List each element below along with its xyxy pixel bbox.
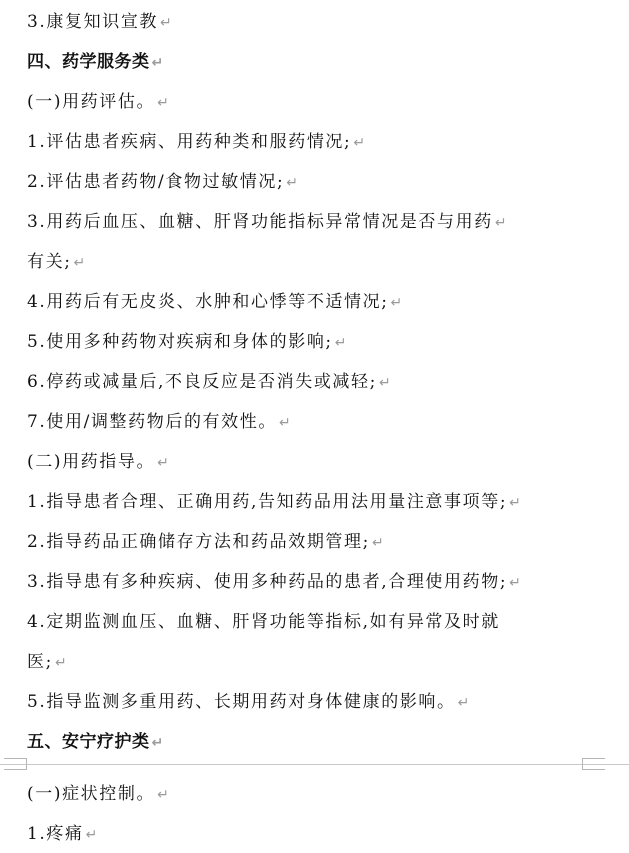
paragraph-mark-icon: ↵ bbox=[54, 655, 67, 671]
list-item: 6.停药或减量后,不良反应是否消失或减轻; ↵ bbox=[27, 372, 391, 392]
list-item: 7.使用/调整药物后的有效性。 ↵ bbox=[27, 412, 291, 432]
list-item: 3.康复知识宣教 ↵ bbox=[27, 12, 172, 32]
paragraph-mark-icon: ↵ bbox=[151, 55, 164, 71]
list-item-continuation: 医; ↵ bbox=[27, 652, 67, 672]
paragraph-mark-icon: ↵ bbox=[160, 15, 172, 31]
list-item: 2.指导药品正确储存方法和药品效期管理; ↵ bbox=[27, 532, 384, 552]
section-heading: 五、安宁疗护类 ↵ bbox=[27, 732, 164, 752]
subsection-heading: (一)用药评估。 ↵ bbox=[27, 92, 169, 112]
page-corner-right-icon bbox=[582, 758, 605, 770]
paragraph-mark-icon: ↵ bbox=[378, 375, 391, 391]
paragraph-mark-icon: ↵ bbox=[353, 135, 366, 151]
subsection-heading: (一)症状控制。 ↵ bbox=[27, 784, 169, 804]
paragraph-mark-icon: ↵ bbox=[390, 295, 403, 311]
list-item: 4.用药后有无皮炎、水肿和心悸等不适情况; ↵ bbox=[27, 292, 403, 312]
paragraph-mark-icon: ↵ bbox=[334, 335, 347, 351]
page-corner-left-icon bbox=[4, 758, 27, 770]
paragraph-mark-icon: ↵ bbox=[494, 215, 507, 231]
list-item: 2.评估患者药物/食物过敏情况; ↵ bbox=[27, 172, 299, 192]
paragraph-mark-icon: ↵ bbox=[157, 455, 169, 471]
list-item: 3.用药后血压、血糖、肝肾功能指标异常情况是否与用药 ↵ bbox=[27, 212, 507, 232]
list-item: 1.指导患者合理、正确用药,告知药品用法用量注意事项等; ↵ bbox=[27, 492, 521, 512]
paragraph-mark-icon: ↵ bbox=[509, 495, 521, 511]
list-item: 4.定期监测血压、血糖、肝肾功能等指标,如有异常及时就 bbox=[27, 612, 500, 632]
paragraph-mark-icon: ↵ bbox=[73, 255, 86, 271]
page-break-divider bbox=[0, 764, 629, 765]
subsection-heading: (二)用药指导。 ↵ bbox=[27, 452, 169, 472]
list-item: 5.指导监测多重用药、长期用药对身体健康的影响。 ↵ bbox=[27, 692, 470, 712]
paragraph-mark-icon: ↵ bbox=[151, 735, 164, 751]
list-item: 3.指导患有多种疾病、使用多种药品的患者,合理使用药物; ↵ bbox=[27, 572, 521, 592]
paragraph-mark-icon: ↵ bbox=[371, 535, 384, 551]
paragraph-mark-icon: ↵ bbox=[286, 175, 299, 191]
paragraph-mark-icon: ↵ bbox=[278, 415, 291, 431]
list-item: 1.评估患者疾病、用药种类和服药情况; ↵ bbox=[27, 132, 366, 152]
paragraph-mark-icon: ↵ bbox=[457, 695, 470, 711]
section-heading: 四、药学服务类 ↵ bbox=[27, 52, 164, 72]
list-item: 1.疼痛 ↵ bbox=[27, 824, 98, 844]
paragraph-mark-icon: ↵ bbox=[157, 787, 169, 803]
list-item: 5.使用多种药物对疾病和身体的影响; ↵ bbox=[27, 332, 347, 352]
paragraph-mark-icon: ↵ bbox=[85, 827, 98, 843]
paragraph-mark-icon: ↵ bbox=[509, 575, 521, 591]
list-item-continuation: 有关; ↵ bbox=[27, 252, 86, 272]
paragraph-mark-icon: ↵ bbox=[157, 95, 169, 111]
